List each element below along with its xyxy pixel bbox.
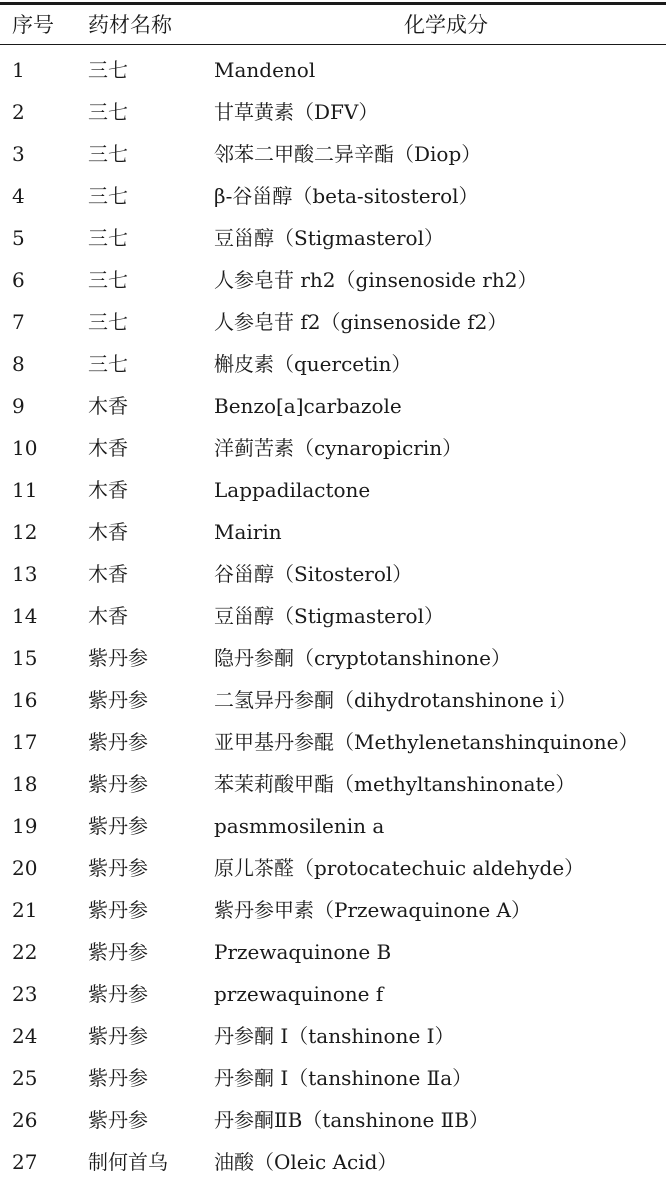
row-number: 4: [12, 184, 25, 208]
table-row: [0, 91, 666, 133]
table-row: [0, 679, 666, 721]
table-row: [0, 637, 666, 679]
row-herb-name: 三七: [88, 184, 128, 208]
row-herb-name: 制何首乌: [88, 1150, 168, 1174]
row-herb-name: 紫丹参: [88, 1024, 148, 1048]
table-body: [0, 49, 666, 1183]
row-number: 5: [12, 226, 25, 250]
row-chemical-component: przewaquinone f: [214, 982, 384, 1006]
table-row: [0, 847, 666, 889]
row-number: 10: [12, 436, 38, 460]
row-chemical-component: Benzo[a]carbazole: [214, 394, 402, 418]
row-chemical-component: 紫丹参甲素（Przewaquinone A）: [214, 898, 531, 922]
table-row: [0, 217, 666, 259]
row-number: 8: [12, 352, 25, 376]
row-herb-name: 紫丹参: [88, 1108, 148, 1132]
row-number: 20: [12, 856, 38, 880]
row-number: 1: [12, 58, 25, 82]
row-chemical-component: 洋蓟苦素（cynaropicrin）: [214, 436, 463, 460]
row-herb-name: 三七: [88, 352, 128, 376]
row-number: 22: [12, 940, 38, 964]
row-chemical-component: 豆甾醇（Stigmasterol）: [214, 604, 444, 628]
row-herb-name: 紫丹参: [88, 982, 148, 1006]
row-number: 19: [12, 814, 38, 838]
table-row: [0, 511, 666, 553]
header-chemical-component: 化学成分: [404, 13, 488, 37]
row-chemical-component: 丹参酮 Ⅰ（tanshinone Ⅰ）: [214, 1024, 455, 1048]
row-number: 25: [12, 1066, 38, 1090]
table-row: [0, 805, 666, 847]
row-herb-name: 三七: [88, 310, 128, 334]
table-row: [0, 49, 666, 91]
row-herb-name: 紫丹参: [88, 646, 148, 670]
table-row: [0, 175, 666, 217]
row-herb-name: 木香: [88, 604, 128, 628]
row-chemical-component: Przewaquinone B: [214, 940, 392, 964]
row-herb-name: 紫丹参: [88, 772, 148, 796]
row-number: 7: [12, 310, 25, 334]
row-herb-name: 三七: [88, 226, 128, 250]
row-chemical-component: 邻苯二甲酸二异辛酯（Diop）: [214, 142, 482, 166]
table-row: [0, 133, 666, 175]
row-herb-name: 紫丹参: [88, 856, 148, 880]
row-number: 26: [12, 1108, 38, 1132]
row-number: 9: [12, 394, 25, 418]
row-chemical-component: 槲皮素（quercetin）: [214, 352, 412, 376]
row-chemical-component: 苯茉莉酸甲酯（methyltanshinonate）: [214, 772, 576, 796]
row-chemical-component: Lappadilactone: [214, 478, 371, 502]
table-row: [0, 1141, 666, 1183]
table-row: [0, 343, 666, 385]
row-number: 14: [12, 604, 38, 628]
row-chemical-component: 二氢异丹参酮（dihydrotanshinone i）: [214, 688, 577, 712]
row-number: 18: [12, 772, 38, 796]
row-number: 23: [12, 982, 38, 1006]
header-herb-name: 药材名称: [88, 13, 172, 37]
row-chemical-component: 丹参酮ⅡB（tanshinone ⅡB）: [214, 1108, 489, 1132]
table-row: [0, 469, 666, 511]
row-herb-name: 三七: [88, 58, 128, 82]
row-number: 11: [12, 478, 38, 502]
table-row: [0, 259, 666, 301]
row-herb-name: 木香: [88, 520, 128, 544]
table-row: [0, 763, 666, 805]
row-chemical-component: β-谷甾醇（beta-sitosterol）: [214, 184, 479, 208]
table-header: [0, 6, 666, 44]
row-chemical-component: Mandenol: [214, 58, 316, 82]
table-row: [0, 721, 666, 763]
table-row: [0, 427, 666, 469]
row-herb-name: 三七: [88, 100, 128, 124]
row-herb-name: 木香: [88, 562, 128, 586]
row-number: 17: [12, 730, 38, 754]
row-herb-name: 紫丹参: [88, 730, 148, 754]
header-number: 序号: [12, 13, 54, 37]
table-top-rule: [0, 2, 666, 5]
row-herb-name: 紫丹参: [88, 1066, 148, 1090]
row-herb-name: 紫丹参: [88, 814, 148, 838]
row-chemical-component: pasmmosilenin a: [214, 814, 385, 838]
row-number: 2: [12, 100, 25, 124]
row-number: 3: [12, 142, 25, 166]
table-row: [0, 385, 666, 427]
row-number: 12: [12, 520, 38, 544]
table-row: [0, 889, 666, 931]
table-row: [0, 973, 666, 1015]
row-chemical-component: 豆甾醇（Stigmasterol）: [214, 226, 444, 250]
row-chemical-component: 原儿茶醛（protocatechuic aldehyde）: [214, 856, 585, 880]
table-row: [0, 1057, 666, 1099]
row-chemical-component: 亚甲基丹参醌（Methylenetanshinquinone）: [214, 730, 639, 754]
row-number: 13: [12, 562, 38, 586]
table-row: [0, 1099, 666, 1141]
row-number: 15: [12, 646, 38, 670]
row-herb-name: 三七: [88, 268, 128, 292]
table-row: [0, 553, 666, 595]
row-herb-name: 木香: [88, 478, 128, 502]
row-chemical-component: 油酸（Oleic Acid）: [214, 1150, 398, 1174]
row-chemical-component: 丹参酮 Ⅰ（tanshinone Ⅱa）: [214, 1066, 473, 1090]
row-chemical-component: 人参皂苷 f2（ginsenoside f2）: [214, 310, 508, 334]
row-herb-name: 木香: [88, 436, 128, 460]
row-herb-name: 木香: [88, 394, 128, 418]
row-herb-name: 紫丹参: [88, 940, 148, 964]
row-herb-name: 紫丹参: [88, 688, 148, 712]
row-number: 27: [12, 1150, 38, 1174]
row-chemical-component: 隐丹参酮（cryptotanshinone）: [214, 646, 511, 670]
table-row: [0, 1015, 666, 1057]
row-number: 6: [12, 268, 25, 292]
row-chemical-component: Mairin: [214, 520, 282, 544]
table-row: [0, 301, 666, 343]
table-row: [0, 931, 666, 973]
row-number: 21: [12, 898, 38, 922]
row-herb-name: 紫丹参: [88, 898, 148, 922]
row-number: 16: [12, 688, 38, 712]
row-chemical-component: 甘草黄素（DFV）: [214, 100, 379, 124]
row-chemical-component: 谷甾醇（Sitosterol）: [214, 562, 413, 586]
table-header-rule: [0, 44, 666, 45]
row-herb-name: 三七: [88, 142, 128, 166]
table-row: [0, 595, 666, 637]
row-number: 24: [12, 1024, 38, 1048]
row-chemical-component: 人参皂苷 rh2（ginsenoside rh2）: [214, 268, 538, 292]
